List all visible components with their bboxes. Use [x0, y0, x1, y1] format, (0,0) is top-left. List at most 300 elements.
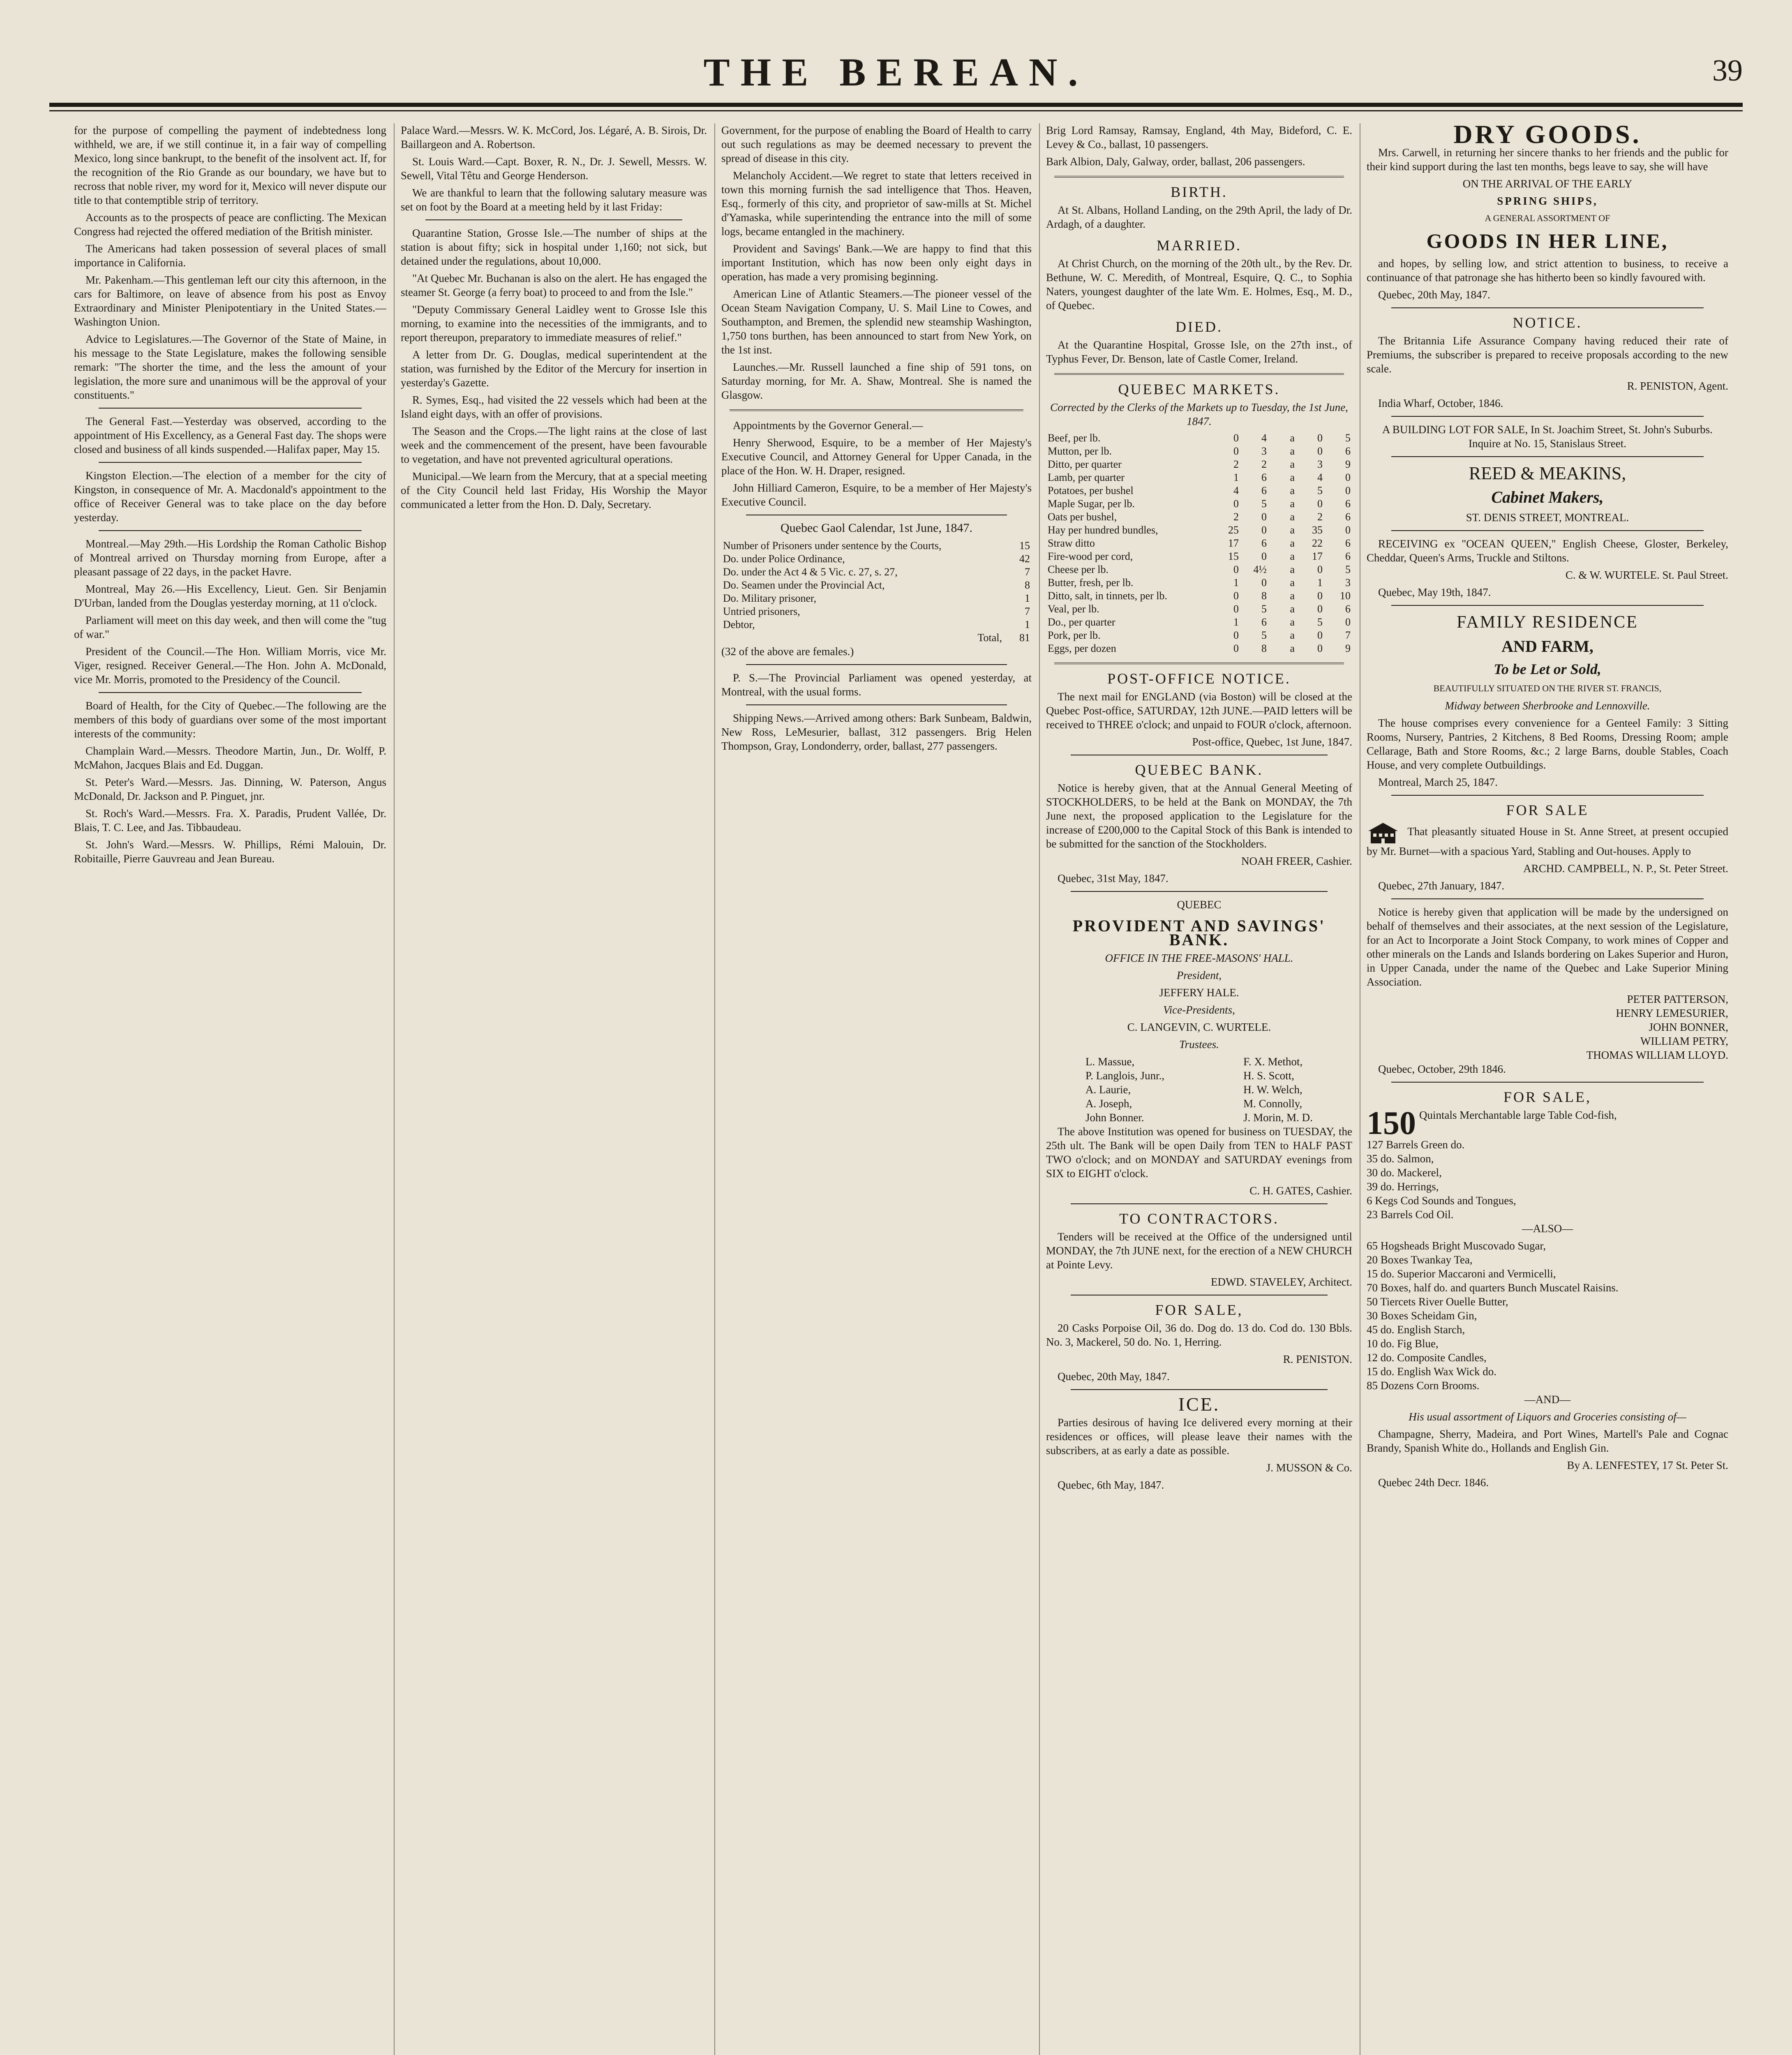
- married-heading: MARRIED.: [1156, 237, 1242, 254]
- oil-sale-text: 20 Casks Porpoise Oil, 36 do. Dog do. 13 do. Cod do. 130 Bbls. No. 3, Mackerel, 50 do. No. 1, Herring.: [1046, 1322, 1352, 1348]
- column-4: [1046, 123, 1352, 2055]
- market-value: 0: [1261, 550, 1267, 562]
- divider: [1391, 605, 1704, 606]
- mining-notice-text: Notice is hereby given that application will be made by the undersigned on behalf of themselves and their associates, at the next session of the Legislature, for an Act to Incorporate a Joint Stock Company, to work mines of Copper and other minerals on the Lands and Islands bordering on Lakes Superior and Huron, in Upper Canada, under the name of the Quebec and Lake Superior Mining Association.: [1367, 906, 1728, 988]
- article-quarantine: Quarantine Station, Grosse Isle.—The number of ships at the station is about fifty; sick in hospital under 1,160; not sick, but detained under the regulations, about 10,000.: [401, 227, 707, 267]
- gaol-row-label: Do. Seamen under the Provincial Act,: [723, 579, 885, 591]
- market-item: Ditto, per quarter: [1048, 458, 1122, 470]
- divider: [425, 219, 682, 220]
- appointments-heading: Appointments by the Governor General.—: [733, 419, 923, 432]
- market-value: 8: [1261, 590, 1267, 602]
- market-item: Pork, per lb.: [1048, 629, 1101, 641]
- goods-item: 23 Barrels Cod Oil.: [1367, 1208, 1454, 1221]
- psb-vp-label: Vice-Presidents,: [1163, 1004, 1235, 1016]
- goods-item: 50 Tiercets River Ouelle Butter,: [1367, 1295, 1508, 1308]
- market-value: 2: [1233, 511, 1239, 523]
- article-text: Accounts as to the prospects of peace are conflicting. The Mexican Congress had rejected the offered mediation of the British minister.: [74, 211, 386, 238]
- gaol-row-value: 15: [1019, 540, 1030, 552]
- market-value: 0: [1345, 616, 1351, 628]
- market-row: [1046, 629, 1352, 642]
- market-sep: a: [1290, 577, 1295, 589]
- trustee-name: M. Connolly,: [1243, 1097, 1302, 1110]
- market-sep: a: [1290, 537, 1295, 549]
- goods-item: 65 Hogsheads Bright Muscovado Sugar,: [1367, 1240, 1546, 1252]
- article-general-fast: The General Fast.—Yesterday was observed, according to the appointment of His Excellency, as a General Fast day. The shops were closed and business of all kinds suspended.—Halifax paper, May 15.: [74, 415, 386, 455]
- page-number: 39: [1712, 54, 1743, 88]
- shipping-news: Shipping News.—Arrived among others: Bark Sunbeam, Baldwin, New Ross, LeMesurier, ballast, 312 passengers. Brig Helen Thompson, Gray, Londonderry, order, ballast, 277 passengers.: [721, 712, 1032, 752]
- divider: [1071, 1389, 1328, 1390]
- article-season-crops: The Season and the Crops.—The light rains at the close of last week and the commencement of the present, have been favourable to vegetation, and have not prevented agricultural operations.: [401, 425, 707, 465]
- dry-goods-line: GOODS IN HER LINE,: [1426, 229, 1669, 252]
- notice-heading: NOTICE.: [1513, 314, 1582, 331]
- psb-president-label: President,: [1176, 969, 1222, 981]
- article-kingston-election: Kingston Election.—The election of a member for the city of Kingston, in consequence of Mr. A. Macdonald's appointment to the office of Receiver General was to take place on the day before yesterday.: [74, 469, 386, 524]
- market-sep: a: [1290, 629, 1295, 641]
- market-value: 6: [1345, 537, 1351, 549]
- market-value: 0: [1317, 432, 1323, 444]
- article-advice-legislatures: Advice to Legislatures.—The Governor of the State of Maine, in his message to the State Legislature, makes the following sensible remark: "The shorter the time, and the less the amount of your legislation, the more sure and unanimous will be the approval of your constituents.": [74, 333, 386, 401]
- gaol-row-label: Do. Military prisoner,: [723, 592, 817, 604]
- house-sale-heading: FOR SALE: [1506, 802, 1589, 818]
- market-value: 5: [1345, 563, 1351, 575]
- markets-subtitle: Corrected by the Clerks of the Markets up to Tuesday, the 1st June, 1847.: [1050, 401, 1348, 427]
- farm-heading: FAMILY RESIDENCE: [1457, 613, 1638, 632]
- post-office-text: The next mail for ENGLAND (via Boston) will be closed at the Quebec Post-office, SATURDAY, 12th JUNE.—PAID letters will be received to THREE o'clock; and unpaid to FOUR o'clock, afternoon.: [1046, 690, 1352, 731]
- market-value: 4: [1261, 432, 1267, 444]
- market-value: 25: [1228, 524, 1239, 536]
- market-value: 0: [1233, 445, 1239, 457]
- gaol-total-row: Total, 81: [977, 632, 1030, 644]
- market-item: Potatoes, per bushel: [1048, 485, 1134, 496]
- market-item: Fire-wood per cord,: [1048, 550, 1133, 562]
- gaol-row: [721, 566, 1032, 579]
- goods-item: 6 Kegs Cod Sounds and Tongues,: [1367, 1194, 1516, 1207]
- market-value: 9: [1345, 642, 1351, 654]
- farm-heading: Midway between Sherbrooke and Lennoxville.: [1445, 700, 1650, 712]
- market-value: 0: [1233, 498, 1239, 510]
- article-provident-bank: Provident and Savings' Bank.—We are happy to find that this important Institution, which has now been only eight days in operation, has made a very promising beginning.: [721, 242, 1032, 283]
- market-value: 35: [1312, 524, 1323, 536]
- masthead-rule-thick: [49, 103, 1743, 107]
- market-value: 0: [1317, 498, 1323, 510]
- column-divider: [394, 123, 395, 2055]
- market-value: 0: [1261, 577, 1267, 589]
- masthead: [0, 0, 1792, 123]
- market-value: 0: [1233, 590, 1239, 602]
- psb-heading: PROVIDENT AND SAVINGS' BANK.: [1072, 917, 1326, 949]
- market-sep: a: [1290, 485, 1295, 496]
- market-item: Oats per bushel,: [1048, 511, 1117, 523]
- ice-date: Quebec, 6th May, 1847.: [1058, 1479, 1164, 1491]
- market-item: Butter, fresh, per lb.: [1048, 577, 1134, 589]
- ward-st-louis: St. Louis Ward.—Capt. Boxer, R. N., Dr. J. Sewell, Messrs. W. Sewell, Vital Têtu and George Henderson.: [401, 155, 707, 182]
- shipping-entry: Bark Albion, Daly, Galway, order, ballast, 206 passengers.: [1046, 155, 1305, 168]
- market-value: 8: [1261, 642, 1267, 654]
- goods-item: 35 do. Salmon,: [1367, 1152, 1434, 1165]
- gaol-row-value: 42: [1019, 553, 1030, 565]
- market-value: 1: [1317, 577, 1323, 589]
- goods-sale-first: [1367, 1105, 1728, 1141]
- market-value: 1: [1233, 471, 1239, 483]
- ward-champlain: Champlain Ward.—Messrs. Theodore Martin, Jun., Dr. Wolff, P. McMahon, Jacques Blais and Ed. Duggan.: [74, 745, 386, 771]
- gaol-row-value: 7: [1025, 566, 1030, 578]
- divider: [1054, 663, 1344, 664]
- market-value: 6: [1261, 485, 1267, 496]
- divider: [99, 692, 362, 693]
- market-item: Maple Sugar, per lb.: [1048, 498, 1135, 510]
- market-item: Straw ditto: [1048, 537, 1095, 549]
- market-sep: a: [1290, 498, 1295, 510]
- divider: [746, 704, 1007, 705]
- market-sep: a: [1290, 616, 1295, 628]
- trustees-right-list: [1243, 1055, 1313, 1124]
- market-value: 0: [1317, 590, 1323, 602]
- trustee-name: J. Morin, M. D.: [1243, 1111, 1313, 1124]
- market-item: Cheese per lb.: [1048, 563, 1109, 575]
- gaol-row-label: Do. under Police Ordinance,: [723, 553, 845, 565]
- dry-goods-line: SPRING SHIPS,: [1497, 195, 1598, 207]
- market-value: 9: [1345, 458, 1351, 470]
- market-value: 0: [1345, 524, 1351, 536]
- article-montreal-durban: Montreal, May 26.—His Excellency, Lieut. Gen. Sir Benjamin D'Urban, landed from the Douglas yesterday morning, at 11 o'clock.: [74, 583, 386, 609]
- house-sale-body: That pleasantly situated House in St. Anne Street, at present occupied by Mr. Burnet—with a spacious Yard, Stabling and Out-houses. Apply to: [1367, 825, 1728, 857]
- gaol-calendar-title: Quebec Gaol Calendar, 1st June, 1847.: [780, 521, 972, 535]
- market-sep: a: [1290, 445, 1295, 457]
- market-value: 4½: [1253, 563, 1267, 575]
- article-melancholy-accident: Melancholy Accident.—We regret to state that letters received in town this morning furnish the sad intelligence that Thos. Heaven, Esq., formerly of this city, and proprietor of saw-mills at St. Michel d'Yamaska, while superintending the entrance into the mill of some logs, became entangled in the machinery.: [721, 169, 1032, 238]
- divider: [1054, 176, 1344, 178]
- market-value: 5: [1317, 485, 1323, 496]
- oil-sale-heading: FOR SALE,: [1155, 1302, 1243, 1318]
- goods-sale-items-2: [1367, 1239, 1728, 1392]
- market-value: 0: [1233, 432, 1239, 444]
- market-row: [1046, 484, 1352, 497]
- article-symes: R. Symes, Esq., had visited the 22 vessels which had been at the Island eight days, with an offer of provisions.: [401, 394, 707, 420]
- notice-sign: R. PENISTON, Agent.: [1627, 380, 1728, 392]
- market-row: [1046, 603, 1352, 616]
- mining-signatory: HENRY LEMESURIER,: [1616, 1007, 1728, 1019]
- market-row: [1046, 471, 1352, 484]
- farm-heading: BEAUTIFULLY SITUATED ON THE RIVER ST. FRANCIS,: [1433, 683, 1662, 693]
- market-value: 0: [1261, 524, 1267, 536]
- market-value: 6: [1261, 471, 1267, 483]
- market-value: 4: [1317, 471, 1323, 483]
- dry-goods-text: Mrs. Carwell, in returning her sincere thanks to her friends and the public for their kind support during the last ten months, begs leave to say, she will have: [1367, 146, 1728, 173]
- goods-sale-items: [1367, 1138, 1728, 1221]
- market-value: 5: [1317, 616, 1323, 628]
- article-atlantic-steamers: American Line of Atlantic Steamers.—The pioneer vessel of the Ocean Steam Navigation Company, U. S. Mail Line to Cowes, and Southampton, and Bremen, the splendid new steamship Washington, 1,750 tons burthen, has been announced to start from New York, on the 1st inst.: [721, 288, 1032, 356]
- divider: [99, 408, 362, 409]
- gaol-row: [721, 579, 1032, 592]
- goods-item: 127 Barrels Green do.: [1367, 1138, 1465, 1151]
- article-board-of-health: Board of Health, for the City of Quebec.—The following are the members of this body of guardians over some of the most important interests of the community:: [74, 700, 386, 740]
- ward-st-john: St. John's Ward.—Messrs. W. Phillips, Rémi Malouin, Dr. Robitaille, Pierre Gauvreau and Jean Bureau.: [74, 838, 386, 865]
- gaol-row: [721, 618, 1032, 631]
- divider: [1391, 1082, 1704, 1083]
- market-row: [1046, 550, 1352, 563]
- market-value: 0: [1261, 511, 1267, 523]
- column-5: [1367, 123, 1728, 2055]
- market-value: 6: [1345, 550, 1351, 562]
- article-text: Government, for the purpose of enabling the Board of Health to carry out such regulations as may be deemed necessary to prevent the spread of disease in this city.: [721, 124, 1032, 164]
- divider: [1391, 416, 1704, 417]
- market-value: 6: [1345, 498, 1351, 510]
- divider: [1391, 898, 1704, 899]
- trustee-name: F. X. Methot,: [1243, 1055, 1303, 1068]
- market-value: 0: [1317, 642, 1323, 654]
- goods-item: 30 Boxes Scheidam Gin,: [1367, 1309, 1477, 1322]
- post-office-sign: Post-office, Quebec, 1st June, 1847.: [1192, 736, 1352, 748]
- house-sale-date: Quebec, 27th January, 1847.: [1378, 880, 1505, 892]
- market-value: 3: [1261, 445, 1267, 457]
- reed-subheading: Cabinet Makers,: [1491, 488, 1604, 506]
- market-value: 0: [1233, 629, 1239, 641]
- psb-small-heading: QUEBEC: [1177, 898, 1222, 911]
- dry-goods-date: Quebec, 20th May, 1847.: [1378, 289, 1490, 301]
- reed-heading: REED & MEAKINS,: [1469, 463, 1626, 483]
- market-value: 0: [1317, 563, 1323, 575]
- gaol-row-label: Do. under the Act 4 & 5 Vic. c. 27, s. 27,: [723, 566, 898, 578]
- farm-heading: To be Let or Sold,: [1494, 661, 1601, 677]
- market-value: 0: [1317, 629, 1323, 641]
- market-sep: a: [1290, 563, 1295, 575]
- market-item: Beef, per lb.: [1048, 432, 1101, 444]
- market-value: 5: [1261, 629, 1267, 641]
- divider: [1391, 530, 1704, 531]
- house-sale-sign: ARCHD. CAMPBELL, N. P., St. Peter Street.: [1523, 862, 1728, 875]
- column-3: [721, 123, 1032, 2055]
- trustee-name: P. Langlois, Junr.,: [1085, 1069, 1165, 1082]
- goods-sale-tail: Champagne, Sherry, Madeira, and Port Wines, Martell's Pale and Cognac Brandy, Spanish White do., Hollands and English Gin.: [1367, 1428, 1728, 1454]
- divider: [99, 462, 362, 463]
- gaol-row-value: 8: [1025, 579, 1030, 591]
- ice-heading: ICE.: [1178, 1394, 1220, 1415]
- mining-signatory: WILLIAM PETRY,: [1640, 1035, 1728, 1047]
- market-value: 17: [1312, 550, 1323, 562]
- divider: [99, 530, 362, 531]
- market-value: 6: [1261, 537, 1267, 549]
- article-launches: Launches.—Mr. Russell launched a fine ship of 591 tons, on Saturday morning, for Mr. A. Shaw, Montreal. She is named the Glasgow.: [721, 361, 1032, 401]
- divider: [1071, 1203, 1328, 1204]
- market-item: Lamb, per quarter: [1048, 471, 1125, 483]
- market-value: 3: [1317, 458, 1323, 470]
- mining-signatory: JOHN BONNER,: [1649, 1021, 1728, 1033]
- market-row: [1046, 537, 1352, 550]
- article-parliament-opened: P. S.—The Provincial Parliament was opened yesterday, at Montreal, with the usual forms.: [721, 672, 1032, 698]
- building-lot: A BUILDING LOT FOR SALE, In St. Joachim Street, St. John's Suburbs. Inquire at No. 15, Stanislaus Street.: [1382, 423, 1713, 450]
- market-value: 0: [1233, 563, 1239, 575]
- gaol-row: [721, 539, 1032, 552]
- article-laidley: "Deputy Commissary General Laidley went to Grosse Isle this morning, to examine into the necessities of the immigrants, and to report thereupon, preparatory to immediate measures of relief.": [401, 303, 707, 344]
- market-row: [1046, 510, 1352, 524]
- goods-item: 85 Dozens Corn Brooms.: [1367, 1379, 1480, 1392]
- article-douglas-letter: A letter from Dr. G. Douglas, medical superintendent at the station, was furnished by the Editor of the Mercury for insertion in yesterday's Gazette.: [401, 349, 707, 389]
- market-item: Eggs, per dozen: [1048, 642, 1116, 654]
- receiving-sign: C. & W. WURTELE. St. Paul Street.: [1565, 569, 1728, 581]
- appointment-cameron: John Hilliard Cameron, Esquire, to be a member of Her Majesty's Executive Council.: [721, 482, 1032, 508]
- trustee-name: H. S. Scott,: [1243, 1069, 1294, 1082]
- market-value: 2: [1233, 458, 1239, 470]
- quebec-bank-sign: NOAH FREER, Cashier.: [1241, 855, 1352, 867]
- farm-heading: AND FARM,: [1501, 637, 1593, 656]
- house-sale-text: [1367, 821, 1728, 858]
- market-item: Mutton, per lb.: [1048, 445, 1112, 457]
- markets-table: [1046, 432, 1352, 655]
- market-sep: a: [1290, 642, 1295, 654]
- gaol-row: [721, 605, 1032, 618]
- gaol-note: (32 of the above are females.): [721, 645, 854, 658]
- market-row: [1046, 576, 1352, 589]
- market-sep: a: [1290, 458, 1295, 470]
- market-value: 0: [1317, 603, 1323, 615]
- goods-sale-and: —AND—: [1524, 1393, 1571, 1406]
- contractors-sign: EDWD. STAVELEY, Architect.: [1210, 1276, 1352, 1288]
- receiving-text: RECEIVING ex "OCEAN QUEEN," English Cheese, Gloster, Berkeley, Cheddar, Queen's Arms, Truckle and Stiltons.: [1367, 538, 1728, 564]
- ward-st-roch: St. Roch's Ward.—Messrs. Fra. X. Paradis, Prudent Vallée, Dr. Blais, T. C. Lee, and Jas. Tibbaudeau.: [74, 807, 386, 834]
- market-value: 6: [1345, 511, 1351, 523]
- market-value: 0: [1345, 471, 1351, 483]
- trustee-name: A. Laurie,: [1085, 1083, 1131, 1096]
- market-value: 2: [1261, 458, 1267, 470]
- psb-vice-presidents: C. LANGEVIN, C. WURTELE.: [1127, 1021, 1271, 1033]
- market-value: 0: [1345, 485, 1351, 496]
- psb-trustees: [1046, 1055, 1352, 1124]
- notice-location: India Wharf, October, 1846.: [1378, 397, 1503, 409]
- column-1: [74, 123, 386, 2055]
- contractors-text: Tenders will be received at the Office of the undersigned until MONDAY, the 7th JUNE next, for the erection of a NEW CHURCH at Pointe Levy.: [1046, 1231, 1352, 1271]
- market-sep: a: [1290, 471, 1295, 483]
- divider: [1071, 891, 1328, 892]
- market-sep: a: [1290, 524, 1295, 536]
- market-value: 0: [1317, 445, 1323, 457]
- trustee-name: L. Massue,: [1085, 1055, 1135, 1068]
- goods-sale-usual: His usual assortment of Liquors and Groceries consisting of—: [1409, 1411, 1686, 1423]
- farm-text: The house comprises every convenience for a Genteel Family: 3 Sitting Rooms, Nursery, Pantries, 2 Kitchens, 8 Bed Rooms, Dressing Room; ample Cellarage, Bath and Store Rooms, &c.; 2 large Barns, double Stables, Coach House, and very complete Outbuildings.: [1367, 717, 1728, 771]
- married-text: At Christ Church, on the morning of the 20th ult., by the Rev. Dr. Bethune, W. C. Meredith, of Montreal, Esquire, Q. C., to Sophia Naters, youngest daughter of the late Wm. E. Holmes, Esq., M. D., of Quebec.: [1046, 257, 1352, 312]
- house-icon: [1367, 821, 1399, 844]
- psb-trustees-label: Trustees.: [1179, 1038, 1219, 1051]
- column-divider: [1039, 123, 1040, 2055]
- article-text: for the purpose of compelling the payment of indebtedness long withheld, we are, if we still continue it, in a fair way of compelling Mexico, long since bankrupt, to the benefit of the insolvent act. If, for the recognition of the Rio Grande as our boundary, we have but to recross that noble river, my word for it, Mexico will never dispute our title to that contemptible strip of territory.: [74, 124, 386, 206]
- market-value: 15: [1228, 550, 1239, 562]
- mining-notice-names: [1367, 992, 1728, 1062]
- ice-sign: J. MUSSON & Co.: [1266, 1462, 1352, 1474]
- goods-item: 30 do. Mackerel,: [1367, 1166, 1442, 1179]
- market-sep: a: [1290, 432, 1295, 444]
- divider: [1391, 307, 1704, 308]
- reed-address: ST. DENIS STREET, MONTREAL.: [1466, 511, 1629, 524]
- mining-signatory: THOMAS WILLIAM LLOYD.: [1586, 1049, 1728, 1061]
- article-appointments: President of the Council.—The Hon. William Morris, vice Mr. Viger, resigned. Receiver General.—The Hon. John A. McDonald, vice Mr. Morris, promoted to the Presidency of the Council.: [74, 645, 386, 686]
- contractors-heading: TO CONTRACTORS.: [1119, 1210, 1279, 1227]
- market-item: Hay per hundred bundles,: [1048, 524, 1158, 536]
- column-divider: [714, 123, 715, 2055]
- market-item: Veal, per lb.: [1048, 603, 1099, 615]
- article-pakenham: Mr. Pakenham.—This gentleman left our city this afternoon, in the cars for Baltimore, on leave of absence from his post as Envoy Extraordinary and Minister Plenipotentiary in the United States.—Washington Union.: [74, 274, 386, 328]
- psb-subheading: OFFICE IN THE FREE-MASONS' HALL.: [1105, 952, 1293, 964]
- quebec-bank-text: Notice is hereby given, that at the Annual General Meeting of STOCKHOLDERS, to be held at the Bank on MONDAY, the 7th June next, the proposed application to the Legislature for the increase of £200,000 to the Capital Stock of this Bank is intended to be submitted for the sanction of the Stockholders.: [1046, 782, 1352, 850]
- market-row: [1046, 563, 1352, 576]
- market-value: 5: [1261, 603, 1267, 615]
- market-value: 17: [1228, 537, 1239, 549]
- market-row: [1046, 432, 1352, 445]
- market-value: 7: [1345, 629, 1351, 641]
- market-value: 4: [1233, 485, 1239, 496]
- market-row: [1046, 445, 1352, 458]
- goods-item: 45 do. English Starch,: [1367, 1323, 1465, 1336]
- newspaper-title: THE BEREAN.: [703, 50, 1089, 94]
- goods-sale-sign: By A. LENFESTEY, 17 St. Peter St.: [1567, 1459, 1728, 1471]
- goods-item: 20 Boxes Twankay Tea,: [1367, 1254, 1473, 1266]
- article-text: The Americans had taken possession of several places of small importance in California.: [74, 242, 386, 269]
- market-value: 0: [1233, 642, 1239, 654]
- divider: [746, 664, 1007, 665]
- market-row: [1046, 458, 1352, 471]
- shipping-entry: Brig Lord Ramsay, Ramsay, England, 4th May, Bideford, C. E. Levey & Co., ballast, 10 passengers.: [1046, 124, 1352, 150]
- divider: [730, 409, 1023, 411]
- goods-item: 15 do. Superior Maccaroni and Vermicelli,: [1367, 1268, 1556, 1280]
- market-value: 6: [1345, 445, 1351, 457]
- divider: [1054, 373, 1344, 375]
- market-item: Ditto, salt, in tinnets, per lb.: [1048, 590, 1168, 602]
- market-sep: a: [1290, 511, 1295, 523]
- gaol-row-label: Untried prisoners,: [723, 605, 800, 617]
- market-value: 2: [1317, 511, 1323, 523]
- gaol-calendar-table: [721, 539, 1032, 644]
- trustees-left-list: [1085, 1055, 1164, 1124]
- births-heading: BIRTH.: [1171, 184, 1228, 200]
- ice-text: Parties desirous of having Ice delivered every morning at their residences or offices, will please leave their names with the subscribers, at as early a date as possible.: [1046, 1416, 1352, 1457]
- market-row: [1046, 642, 1352, 655]
- goods-sale-date: Quebec 24th Decr. 1846.: [1378, 1476, 1489, 1489]
- psb-sign: C. H. GATES, Cashier.: [1249, 1185, 1352, 1197]
- ward-st-peter: St. Peter's Ward.—Messrs. Jas. Dinning, W. Paterson, Angus McDonald, Dr. Jackson and P. Pinguet, jnr.: [74, 776, 386, 802]
- trustee-name: John Bonner.: [1085, 1111, 1144, 1124]
- goods-item: 15 do. English Wax Wick do.: [1367, 1365, 1496, 1378]
- market-value: 22: [1312, 537, 1323, 549]
- died-heading: DIED.: [1175, 319, 1223, 335]
- market-row: [1046, 589, 1352, 603]
- article-text: We are thankful to learn that the following salutary measure was set on foot by the Board at a meeting held by it last Friday:: [401, 187, 707, 213]
- psb-president: JEFFERY HALE.: [1159, 986, 1239, 999]
- gaol-row-label: Debtor,: [723, 619, 755, 630]
- market-value: 6: [1261, 616, 1267, 628]
- gaol-row-value: 1: [1025, 592, 1030, 604]
- dry-goods-heading: DRY GOODS.: [1453, 123, 1642, 149]
- oil-sale-date: Quebec, 20th May, 1847.: [1058, 1370, 1170, 1383]
- goods-item: 39 do. Herrings,: [1367, 1180, 1439, 1193]
- dry-goods-line: A GENERAL ASSORTMENT OF: [1485, 213, 1610, 223]
- goods-item: 12 do. Composite Candles,: [1367, 1351, 1487, 1364]
- goods-item: 70 Boxes, half do. and quarters Bunch Muscatel Raisins.: [1367, 1281, 1619, 1294]
- market-value: 5: [1345, 432, 1351, 444]
- quebec-bank-heading: QUEBEC BANK.: [1135, 762, 1263, 778]
- trustee-name: H. W. Welch,: [1243, 1083, 1302, 1096]
- markets-heading: QUEBEC MARKETS.: [1118, 381, 1280, 397]
- masthead-rule-thin: [49, 110, 1743, 111]
- goods-item: 10 do. Fig Blue,: [1367, 1337, 1439, 1350]
- receiving-date: Quebec, May 19th, 1847.: [1378, 586, 1491, 598]
- quebec-bank-date: Quebec, 31st May, 1847.: [1058, 872, 1168, 884]
- psb-text: The above Institution was opened for business on TUESDAY, the 25th ult. The Bank will be open Daily from TEN to HALF PAST TWO o'clock; and on MONDAY and SATURDAY evenings from SIX to EIGHT o'clock.: [1046, 1125, 1352, 1180]
- market-value: 10: [1340, 590, 1351, 602]
- appointment-sherwood: Henry Sherwood, Esquire, to be a member of Her Majesty's Executive Council, and Attorney General for Upper Canada, in the place of the Hon. W. H. Draper, resigned.: [721, 436, 1032, 477]
- article-montreal-bishop: Montreal.—May 29th.—His Lordship the Roman Catholic Bishop of Montreal arrived on Thursday morning from Europe, after a pleasant passage of 22 days, in the packet Havre.: [74, 538, 386, 578]
- goods-sale-big-number: 150: [1367, 1105, 1416, 1141]
- births-text: At St. Albans, Holland Landing, on the 29th April, the lady of Dr. Ardagh, of a daughter.: [1046, 204, 1352, 230]
- article-buchanan: "At Quebec Mr. Buchanan is also on the alert. He has engaged the steamer St. George (a ferry boat) to proceed to and from the Isle.": [401, 272, 707, 298]
- trustee-name: A. Joseph,: [1085, 1097, 1132, 1110]
